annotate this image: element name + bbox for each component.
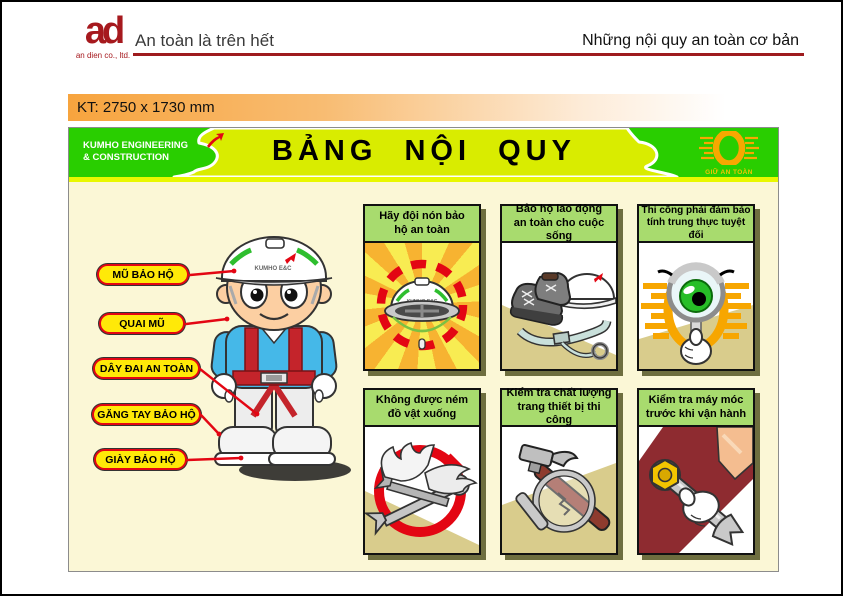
label-gloves-text: GĂNG TAY BẢO HỘ	[97, 408, 196, 421]
panel5-title-line2: trang thiết bị thi công	[517, 400, 601, 427]
label-helmet-text: MŨ BẢO HỘ	[112, 268, 174, 281]
safety-badge-label: GIỮ AN TOÀN	[705, 169, 753, 176]
an-dien-logo	[68, 12, 138, 60]
honesty-eye-icon	[639, 243, 753, 369]
panel-check-machinery-title	[639, 390, 753, 427]
panel-check-equipment	[500, 388, 618, 555]
dimensions-label: KT: 2750 x 1730 mm	[77, 99, 215, 116]
check-machine-icon	[639, 427, 753, 553]
panel2-title-line2: an toàn cho cuộc sống	[513, 216, 605, 243]
inspect-equipment-icon	[502, 427, 616, 553]
helmet-alert-icon	[365, 243, 479, 369]
panel1-title-line1: Hãy đội nón bảo	[379, 209, 465, 222]
helmet-brand-text: KUMHO E&C	[254, 266, 292, 272]
safety-rules-board	[68, 127, 779, 572]
panel-honest-construction	[637, 204, 755, 371]
panel-check-equipment-title	[502, 386, 616, 427]
label-safety-belt	[93, 358, 200, 379]
label-shoes	[94, 449, 187, 470]
panel-check-machinery	[637, 388, 755, 555]
board-title: BẢNG NỘI QUY	[272, 135, 576, 167]
panel5-title-line1: Kiểm tra chất lượng	[506, 386, 612, 399]
no-throwing-icon	[365, 427, 479, 553]
safety-badge	[697, 131, 761, 176]
zero-accident-icon	[697, 131, 761, 165]
divider-line	[133, 53, 804, 56]
logo-text: ad	[84, 10, 122, 52]
kumho-line1: KUMHO ENGINEERING	[83, 140, 189, 151]
kumho-line2: & CONSTRUCTION	[83, 151, 170, 163]
label-safety-belt-text: DÂY ĐAI AN TOÀN	[99, 362, 194, 375]
panel6-title-line2: trước khi vận hành	[645, 407, 747, 420]
worker-character	[189, 234, 361, 492]
company-name: an dien co., ltd.	[75, 51, 131, 60]
panel4-title-line2: đồ vật xuống	[387, 407, 457, 420]
board-header	[69, 128, 778, 177]
dimensions-bar	[68, 94, 799, 121]
panel3-title-line2: tính trung thực tuyệt đối	[646, 217, 746, 241]
label-helmet	[97, 264, 189, 285]
panel-wear-helmet	[363, 204, 481, 371]
panel-no-throwing-title	[365, 390, 479, 427]
panel-wear-helmet-title	[365, 206, 479, 243]
panel-ppe-for-life	[500, 204, 618, 371]
panel1-title-line2: hộ an toàn	[394, 223, 450, 236]
header-bottom-strip	[69, 177, 778, 182]
label-chin-strap	[99, 313, 185, 334]
panel3-title-line1: Thi công phải đảm bảo	[641, 204, 751, 216]
label-shoes-text: GIÀY BẢO HỘ	[105, 453, 176, 466]
panel-honest-construction-title	[639, 206, 753, 243]
safety-slogan: An toàn là trên hết	[135, 31, 274, 50]
panel4-title-line1: Không được ném	[375, 393, 469, 406]
label-gloves	[92, 404, 201, 425]
panel-ppe-for-life-title	[502, 202, 616, 243]
panel6-title-line1: Kiểm tra máy móc	[648, 393, 744, 406]
document-title: Những nội quy an toàn cơ bản	[582, 32, 799, 49]
kumho-logo	[83, 140, 188, 164]
panel2-title-line1: Bảo hộ lao động	[515, 202, 603, 215]
ppe-set-icon	[502, 243, 616, 369]
label-chin-strap-text: QUAI MŨ	[119, 317, 165, 330]
panel-no-throwing	[363, 388, 481, 555]
